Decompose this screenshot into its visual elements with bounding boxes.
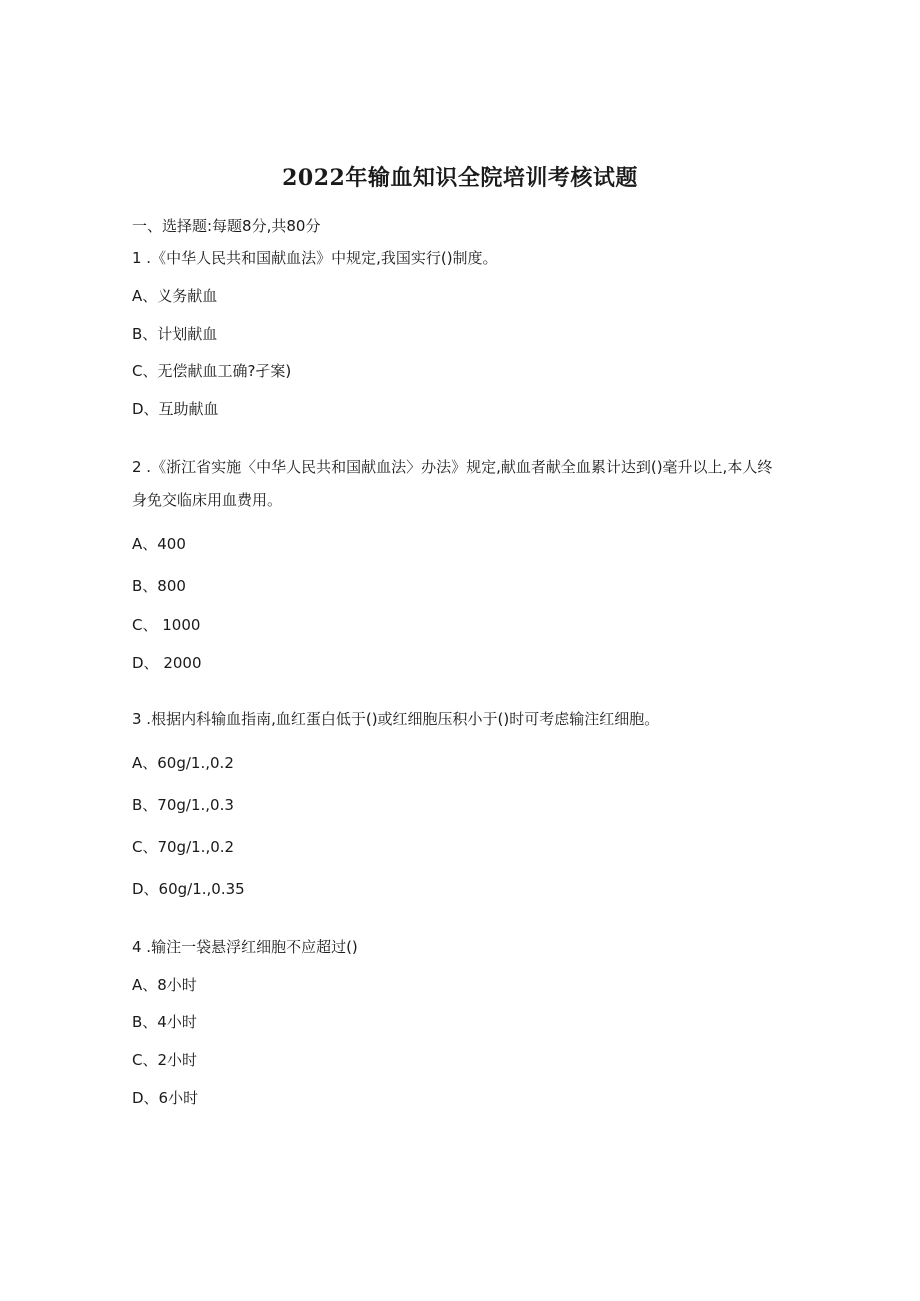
- question-2-option-c: C、 1000: [132, 616, 201, 634]
- question-4-option-d: D、6小时: [132, 1089, 199, 1107]
- question-2-option-a: A、400: [132, 535, 186, 553]
- question-3-option-d: D、60g∕1.,0.35: [132, 880, 245, 898]
- question-4-option-c: C、2小时: [132, 1051, 198, 1069]
- question-3-stem: 3 .根据内科输血指南,血红蛋白低于()或红细胞压积小于()时可考虑输注红细胞。: [132, 710, 660, 728]
- question-1-option-d: D、互助献血: [132, 400, 219, 418]
- question-3-option-a: A、60g∕1.,0.2: [132, 754, 234, 772]
- question-2-option-b: B、800: [132, 577, 186, 595]
- question-4-option-b: B、4小时: [132, 1013, 197, 1031]
- question-1-option-c: C、无偿献血工确?孑案): [132, 362, 292, 380]
- question-2-option-d: D、 2000: [132, 654, 202, 672]
- question-3-option-b: B、70g∕1.,0.3: [132, 796, 234, 814]
- question-4-stem: 4 .输注一袋悬浮红细胞不应超过(): [132, 938, 358, 956]
- section-heading: 一、选择题:每题8分,共80分: [132, 217, 321, 235]
- page-title: 2022年输血知识全院培训考核试题: [282, 165, 638, 191]
- question-3-option-c: C、70g∕1.,0.2: [132, 838, 235, 856]
- question-1-option-a: A、义务献血: [132, 287, 218, 305]
- question-1-stem: 1 .《中华人民共和国献血法》中规定,我国实行()制度。: [132, 249, 498, 267]
- question-1-option-b: B、计划献血: [132, 325, 218, 343]
- question-2-stem: 2 .《浙江省实施〈中华人民共和国献血法〉办法》规定,献血者献全血累计达到()毫升以上,本人终身免交临床用血费用。: [132, 458, 773, 509]
- question-4-option-a: A、8小时: [132, 976, 197, 994]
